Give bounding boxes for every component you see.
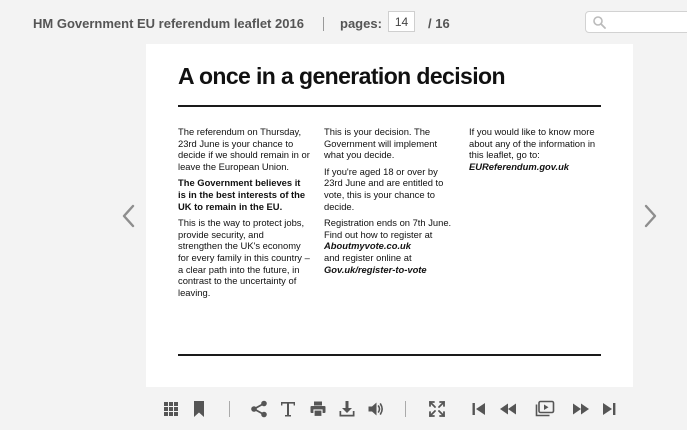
previous-page-button[interactable] <box>499 400 517 418</box>
document-title: HM Government EU referendum leaflet 2016 <box>33 16 304 31</box>
current-page-input[interactable] <box>388 11 415 32</box>
text-column-1 <box>178 126 310 303</box>
fullscreen-icon <box>428 400 446 418</box>
share-icon <box>250 400 268 418</box>
next-page-arrow[interactable] <box>642 203 658 229</box>
more-info-text: If you would like to know more about any of the information in this leaflet, go to: <box>469 126 596 161</box>
bottom-toolbar <box>0 392 687 430</box>
print-icon <box>309 400 327 418</box>
more-info-paragraph <box>469 126 601 172</box>
register-to-vote-link[interactable]: Gov.uk/register-to-vote <box>324 263 427 275</box>
text-mode-button[interactable] <box>279 400 297 418</box>
slideshow-button[interactable] <box>535 400 555 418</box>
first-page-icon <box>470 400 488 418</box>
title-divider <box>323 17 324 31</box>
sound-button[interactable] <box>367 400 385 418</box>
next-page-icon <box>572 400 590 418</box>
share-button[interactable] <box>250 400 268 418</box>
total-pages: / 16 <box>428 16 450 31</box>
paragraph: This is your decision. The Government will implement what you decide. <box>324 126 438 161</box>
last-page-button[interactable] <box>600 400 618 418</box>
top-bar <box>0 0 687 44</box>
last-page-icon <box>600 400 618 418</box>
toolbar-divider <box>229 401 230 417</box>
sound-icon <box>367 400 385 418</box>
aboutmyvote-link[interactable]: Aboutmyvote.co.uk <box>324 240 411 252</box>
footer-rule <box>178 354 601 356</box>
download-icon <box>338 400 356 418</box>
paragraph: The referendum on Thursday, 23rd June is your chance to decide if we should remain in or leave the European Union. <box>178 126 310 172</box>
registration-text: Registration ends on 7th June. Find out how to register at <box>324 217 452 240</box>
thumbnails-button[interactable] <box>162 400 180 418</box>
bookmark-button[interactable] <box>190 400 208 418</box>
bookmark-icon <box>190 400 208 418</box>
search-input[interactable] <box>610 14 684 32</box>
page-heading: A once in a generation decision <box>178 63 505 89</box>
text-column-2 <box>324 126 456 280</box>
heading-rule <box>178 105 601 107</box>
paragraph-bold: The Government believes it is in the best interests of the UK to remain in the EU. <box>178 177 306 212</box>
previous-page-arrow[interactable] <box>121 203 137 229</box>
document-page <box>146 44 633 387</box>
paragraph: This is the way to protect jobs, provide security, and strengthen the UK's economy for every family in this country – a clear path into the future, in contrast to the uncertainty of leaving. <box>178 217 310 298</box>
text-column-3 <box>469 126 601 177</box>
toolbar-divider <box>405 401 406 417</box>
search-icon <box>592 15 606 29</box>
text-icon <box>279 400 297 418</box>
next-page-button[interactable] <box>572 400 590 418</box>
eureferendum-link[interactable]: EUReferendum.gov.uk <box>469 160 570 172</box>
chevron-right-icon <box>642 203 658 229</box>
pages-label: pages: <box>340 16 382 31</box>
previous-page-icon <box>499 400 517 418</box>
download-button[interactable] <box>338 400 356 418</box>
slideshow-icon <box>535 400 555 418</box>
paragraph: If you're aged 18 or over by 23rd June and are entitled to vote, this is your chance to decide. <box>324 165 444 212</box>
registration-text: and register online at <box>324 251 412 263</box>
thumbnails-icon <box>162 400 180 418</box>
print-button[interactable] <box>309 400 327 418</box>
chevron-left-icon <box>121 203 137 229</box>
registration-paragraph <box>324 217 456 275</box>
fullscreen-button[interactable] <box>428 400 446 418</box>
search-box[interactable] <box>585 11 687 33</box>
first-page-button[interactable] <box>470 400 488 418</box>
